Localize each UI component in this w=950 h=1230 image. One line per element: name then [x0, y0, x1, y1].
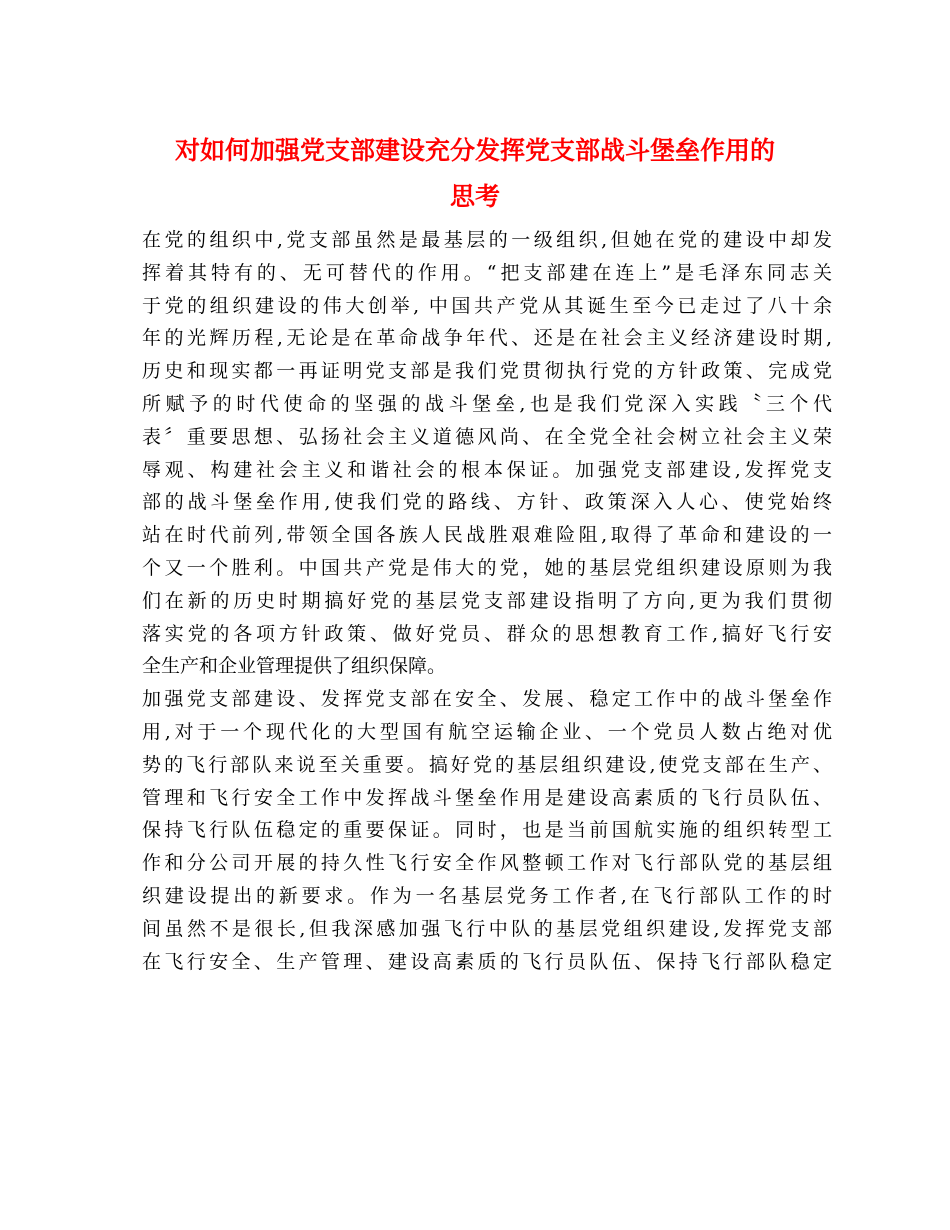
paragraph-1 — [142, 224, 832, 683]
text-line: 表〞重要思想、弘扬社会主义道德风尚、在全党全社会树立社会主义荣 — [142, 425, 832, 448]
title-line: 对如何加强党支部建设充分发挥党支部战斗堡垒作用的 — [174, 136, 775, 165]
document-title — [130, 128, 820, 220]
text-line: 保持飞行队伍稳定的重要保证。同时，也是当前国航实施的组织转型工 — [142, 819, 832, 842]
text-line: 所赋予的时代使命的坚强的战斗堡垒,也是我们党深入实践〝三个代 — [142, 392, 832, 415]
paragraph-2 — [142, 683, 832, 978]
text-line: 部的战斗堡垒作用,使我们党的路线、方针、政策深入人心、使党始终 — [142, 491, 832, 514]
text-line: 作和分公司开展的持久性飞行安全作风整顿工作对飞行部队党的基层组 — [142, 852, 832, 875]
text-line: 在飞行安全、生产管理、建设高素质的飞行员队伍、保持飞行部队稳定 — [142, 950, 832, 973]
text-line: 织建设提出的新要求。作为一名基层党务工作者,在飞行部队工作的时 — [142, 884, 832, 907]
text-line: 挥着其特有的、无可替代的作用。“把支部建在连上”是毛泽东同志关 — [142, 261, 832, 284]
text-line: 年的光辉历程,无论是在革命战争年代、还是在社会主义经济建设时期, — [142, 327, 832, 350]
text-line: 势的飞行部队来说至关重要。搞好党的基层组织建设,使党支部在生产、 — [142, 753, 832, 776]
text-line: 历史和现实都一再证明党支部是我们党贯彻执行党的方针政策、完成党 — [142, 360, 832, 383]
text-line: 管理和飞行安全工作中发挥战斗堡垒作用是建设高素质的飞行员队伍、 — [142, 786, 832, 809]
text-line: 间虽然不是很长,但我深感加强飞行中队的基层党组织建设,发挥党支部 — [142, 917, 832, 940]
text-line: 辱观、构建社会主义和谐社会的根本保证。加强党支部建设,发挥党支 — [142, 458, 832, 481]
document-body — [142, 224, 832, 978]
text-line: 们在新的历史时期搞好党的基层党支部建设指明了方向,更为我们贯彻 — [142, 589, 832, 612]
text-line: 全生产和企业管理提供了组织保障。 — [142, 655, 447, 678]
text-line: 加强党支部建设、发挥党支部在安全、发展、稳定工作中的战斗堡垒作 — [142, 688, 832, 711]
text-line: 在党的组织中,党支部虽然是最基层的一级组织,但她在党的建设中却发 — [142, 229, 832, 251]
text-line: 站在时代前列,带领全国各族人民战胜艰难险阻,取得了革命和建设的一 — [142, 524, 832, 547]
text-line: 用,对于一个现代化的大型国有航空运输企业、一个党员人数占绝对优 — [142, 720, 832, 743]
text-line: 落实党的各项方针政策、做好党员、群众的思想教育工作,搞好飞行安 — [142, 622, 832, 645]
text-line: 于党的组织建设的伟大创举, 中国共产党从其诞生至今已走过了八十余 — [142, 294, 832, 317]
title-line: 思考 — [449, 182, 500, 211]
text-line: 个又一个胜利。中国共产党是伟大的党，她的基层党组织建设原则为我 — [142, 556, 832, 579]
